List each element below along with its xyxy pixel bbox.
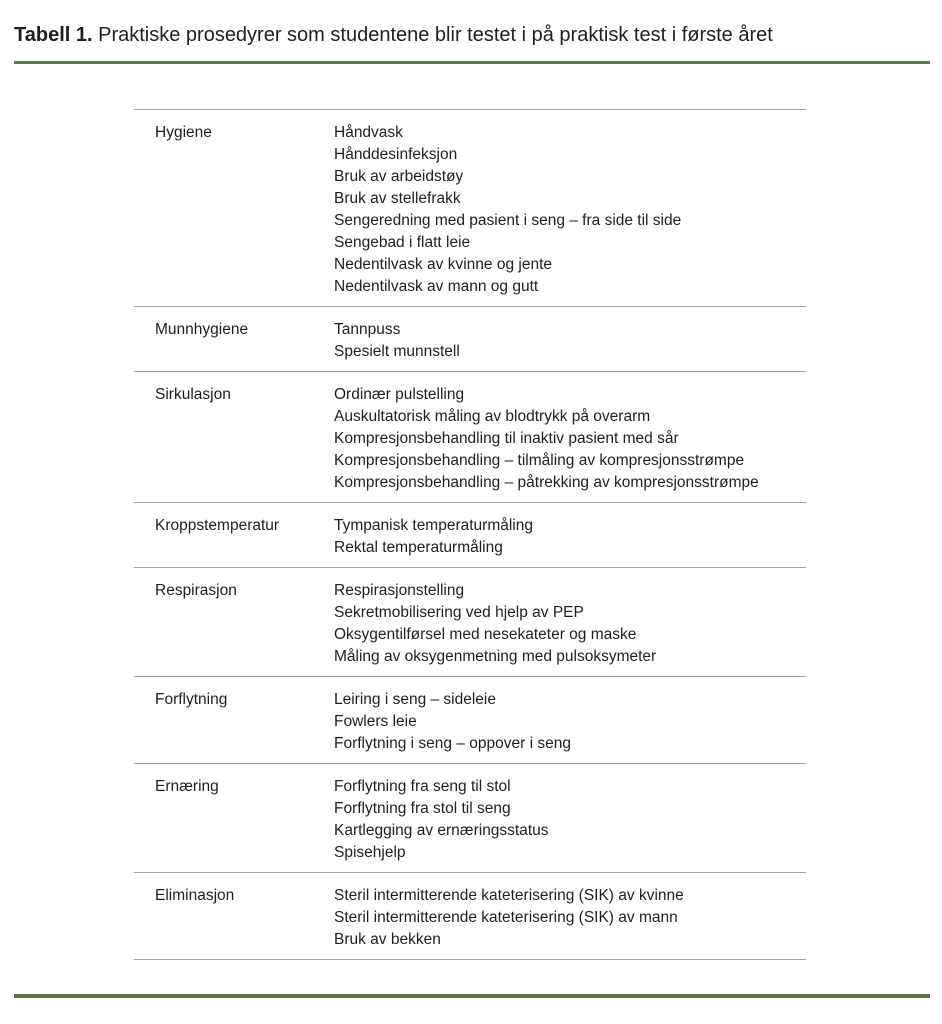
procedures-cell: [334, 122, 806, 298]
procedure-line: Forflytning fra seng til stol: [334, 778, 511, 795]
category-cell: Ernæring: [155, 778, 219, 795]
procedure-line: Bruk av bekken: [334, 931, 441, 948]
bottom-divider: [14, 994, 930, 998]
category-cell: Kroppstemperatur: [155, 517, 280, 534]
procedure-line: Tympanisk temperaturmåling: [334, 517, 533, 534]
procedure-line: Bruk av stellefrakk: [334, 190, 461, 207]
category-cell: Eliminasjon: [155, 887, 235, 904]
category-cell: Hygiene: [155, 124, 212, 141]
procedures-cell: [334, 384, 806, 494]
procedure-line: Kompresjonsbehandling til inaktiv pasient med sår: [334, 430, 679, 447]
procedure-line: Steril intermitterende kateterisering (SIK) av mann: [334, 909, 678, 926]
category-cell: Respirasjon: [155, 582, 237, 599]
table-row: [134, 306, 806, 371]
procedure-line: Fowlers leie: [334, 713, 417, 730]
procedure-line: Nedentilvask av kvinne og jente: [334, 256, 552, 273]
procedure-line: Leiring i seng – sideleie: [334, 691, 496, 708]
procedure-line: Forflytning i seng – oppover i seng: [334, 735, 571, 752]
table-row: [134, 763, 806, 872]
procedure-line: Sekretmobilisering ved hjelp av PEP: [334, 604, 584, 621]
procedures-cell: [334, 580, 806, 668]
procedure-line: Måling av oksygenmetning med pulsoksymeter: [334, 648, 657, 665]
table-row: [134, 371, 806, 502]
procedures-cell: [334, 776, 806, 864]
table-row: [134, 502, 806, 567]
procedure-line: Nedentilvask av mann og gutt: [334, 278, 539, 295]
procedure-line: Steril intermitterende kateterisering (SIK) av kvinne: [334, 887, 684, 904]
procedure-line: Spesielt munnstell: [334, 343, 460, 360]
table-caption-text: Praktiske prosedyrer som studentene blir testet i på praktisk test i første året: [92, 24, 773, 46]
procedure-line: Bruk av arbeidstøy: [334, 168, 464, 185]
category-cell: Sirkulasjon: [155, 386, 231, 403]
procedure-line: Hånddesinfeksjon: [334, 146, 458, 163]
procedure-line: Sengeredning med pasient i seng – fra side til side: [334, 212, 682, 229]
procedures-cell: [334, 689, 806, 755]
procedures-cell: [334, 885, 806, 951]
table-caption-label: Tabell 1.: [14, 24, 93, 46]
procedure-line: Spisehjelp: [334, 844, 406, 861]
procedure-line: Oksygentilførsel med nesekateter og maske: [334, 626, 637, 643]
procedures-table: [134, 109, 806, 960]
table-row: [134, 676, 806, 763]
procedures-cell: [334, 515, 806, 559]
category-cell: Forflytning: [155, 691, 228, 708]
top-divider: [14, 61, 930, 64]
table-caption: [14, 22, 773, 48]
procedure-line: Sengebad i flatt leie: [334, 234, 471, 251]
procedure-line: Forflytning fra stol til seng: [334, 800, 511, 817]
table-row: [134, 567, 806, 676]
procedure-line: Respirasjonstelling: [334, 582, 465, 599]
procedures-cell: [334, 319, 806, 363]
table-row: [134, 872, 806, 959]
procedure-line: Rektal temperaturmåling: [334, 539, 503, 556]
procedure-line: Håndvask: [334, 124, 403, 141]
procedure-line: Ordinær pulstelling: [334, 386, 465, 403]
procedure-line: Kartlegging av ernæringsstatus: [334, 822, 549, 839]
procedure-line: Kompresjonsbehandling – tilmåling av kompresjonsstrømpe: [334, 452, 745, 469]
category-cell: Munnhygiene: [155, 321, 249, 338]
procedure-line: Auskultatorisk måling av blodtrykk på overarm: [334, 408, 651, 425]
procedure-line: Kompresjonsbehandling – påtrekking av kompresjonsstrømpe: [334, 474, 759, 491]
procedure-line: Tannpuss: [334, 321, 401, 338]
table-row: [134, 109, 806, 306]
